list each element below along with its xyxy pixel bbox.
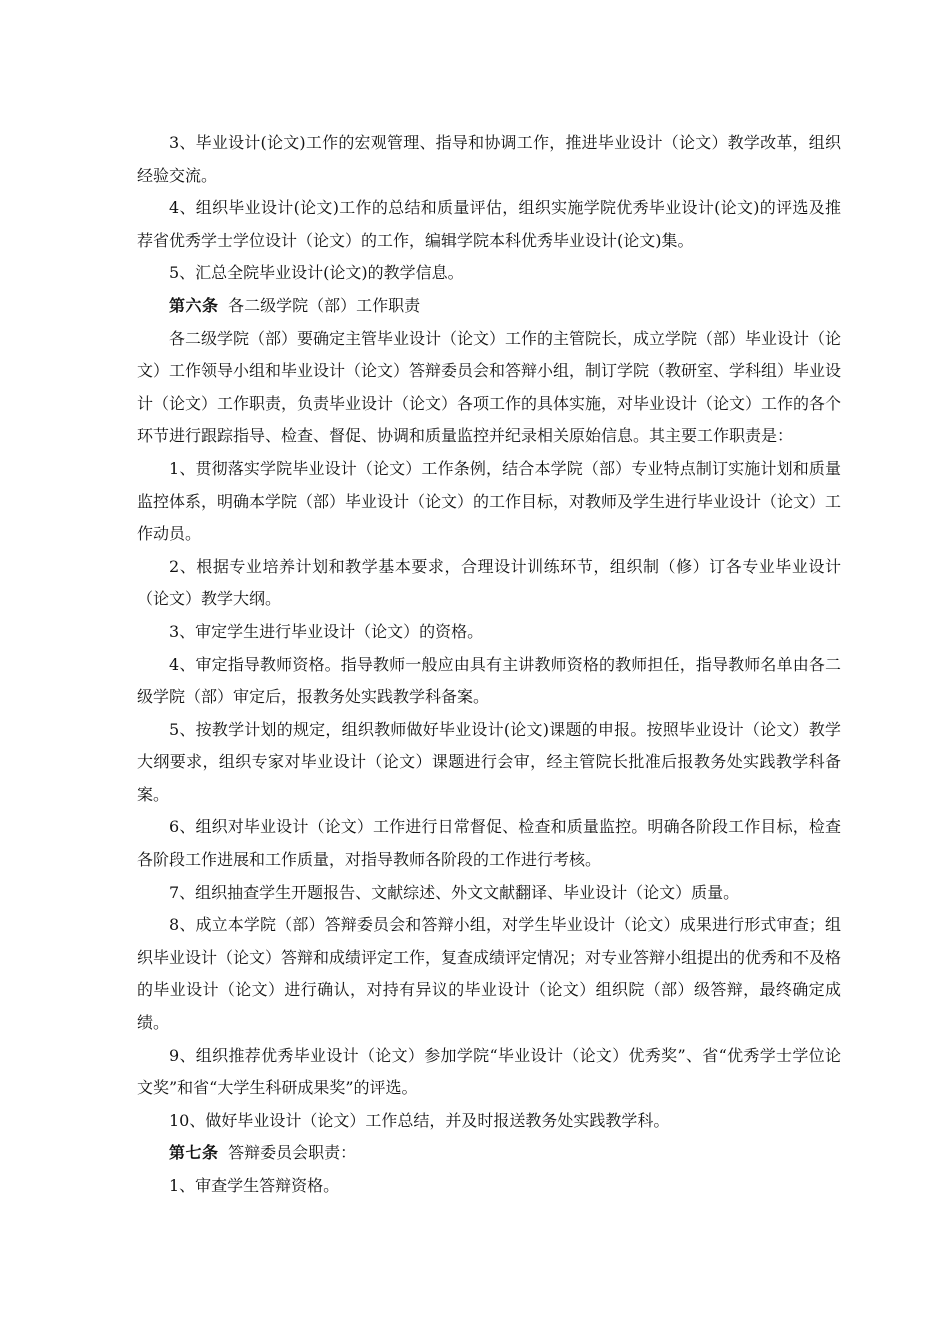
article-six-item-6: 6、组织对毕业设计（论文）工作进行日常督促、检查和质量监控。明确各阶段工作目标，检查各阶段工作进展和工作质量，对指导教师各阶段的工作进行考核。 (137, 817, 841, 870)
article-six-heading (137, 290, 841, 323)
paragraph-item-4: 4、组织毕业设计(论文)工作的总结和质量评估，组织实施学院优秀毕业设计(论文)的评选及推荐省优秀学士学位设计（论文）的工作，编辑学院本科优秀毕业设计(论文)集。 (137, 198, 841, 250)
paragraph-item-5: 5、汇总全院毕业设计(论文)的教学信息。 (169, 263, 464, 283)
article-seven-item-1: 1、审查学生答辩资格。 (169, 1176, 340, 1195)
article-six-title: 各二级学院（部）工作职责 (228, 295, 421, 315)
article-six-item-5: 5、按教学计划的规定，组织教师做好毕业设计(论文)课题的申报。按照毕业设计（论文）教学大纲要求，组织专家对毕业设计（论文）课题进行会审，经主管院长批准后报教务处实践教学科备案。 (137, 719, 841, 804)
article-six-item-3: 3、审定学生进行毕业设计（论文）的资格。 (169, 621, 484, 641)
article-six-item-2: 2、根据专业培养计划和教学基本要求，合理设计训练环节，组织制（修）订各专业毕业设计（论文）教学大纲。 (137, 556, 841, 609)
article-six-label: 第六条 (169, 295, 219, 315)
article-six-item-9: 9、组织推荐优秀毕业设计（论文）参加学院“毕业设计（论文）优秀奖”、省“优秀学士学位论文奖”和省“大学生科研成果奖”的评选。 (137, 1045, 841, 1098)
article-seven-heading (137, 1137, 841, 1170)
article-six-item-8: 8、成立本学院（部）答辩委员会和答辩小组，对学生毕业设计（论文）成果进行形式审查；组织毕业设计（论文）答辩和成绩评定工作，复查成绩评定情况；对专业答辩小组提出的优秀和不及格的毕业设计（论文）进行确认，对持有异议的毕业设计（论文）组织院（部）级答辩，最终确定成绩。 (137, 915, 842, 1033)
article-six-item-1: 1、贯彻落实学院毕业设计（论文）工作条例，结合本学院（部）专业特点制订实施计划和质量监控体系，明确本学院（部）毕业设计（论文）的工作目标，对教师及学生进行毕业设计（论文）工作动员。 (137, 458, 842, 544)
article-six-intro: 各二级学院（部）要确定主管毕业设计（论文）工作的主管院长，成立学院（部）毕业设计（论文）工作领导小组和毕业设计（论文）答辩委员会和答辩小组，制订学院（教研室、学科组）毕业设计（论文）工作职责，负责毕业设计（论文）各项工作的具体实施，对毕业设计（论文）工作的各个环节进行跟踪指导、检查、督促、协调和质量监控并纪录相关原始信息。其主要工作职责是： (137, 328, 842, 446)
article-six-item-7: 7、组织抽查学生开题报告、文献综述、外文文献翻译、毕业设计（论文）质量。 (169, 882, 740, 902)
article-seven-label: 第七条 (169, 1143, 219, 1163)
paragraph-item-3: 3、毕业设计(论文)工作的宏观管理、指导和协调工作，推进毕业设计（论文）教学改革，组织经验交流。 (137, 133, 841, 185)
article-six-item-4: 4、审定指导教师资格。指导教师一般应由具有主讲教师资格的教师担任，指导教师名单由各二级学院（部）审定后，报教务处实践教学科备案。 (137, 654, 841, 707)
document-body (137, 127, 841, 1203)
article-seven-title: 答辩委员会职责： (228, 1143, 357, 1163)
article-six-item-10: 10、做好毕业设计（论文）工作总结，并及时报送教务处实践教学科。 (169, 1110, 670, 1130)
